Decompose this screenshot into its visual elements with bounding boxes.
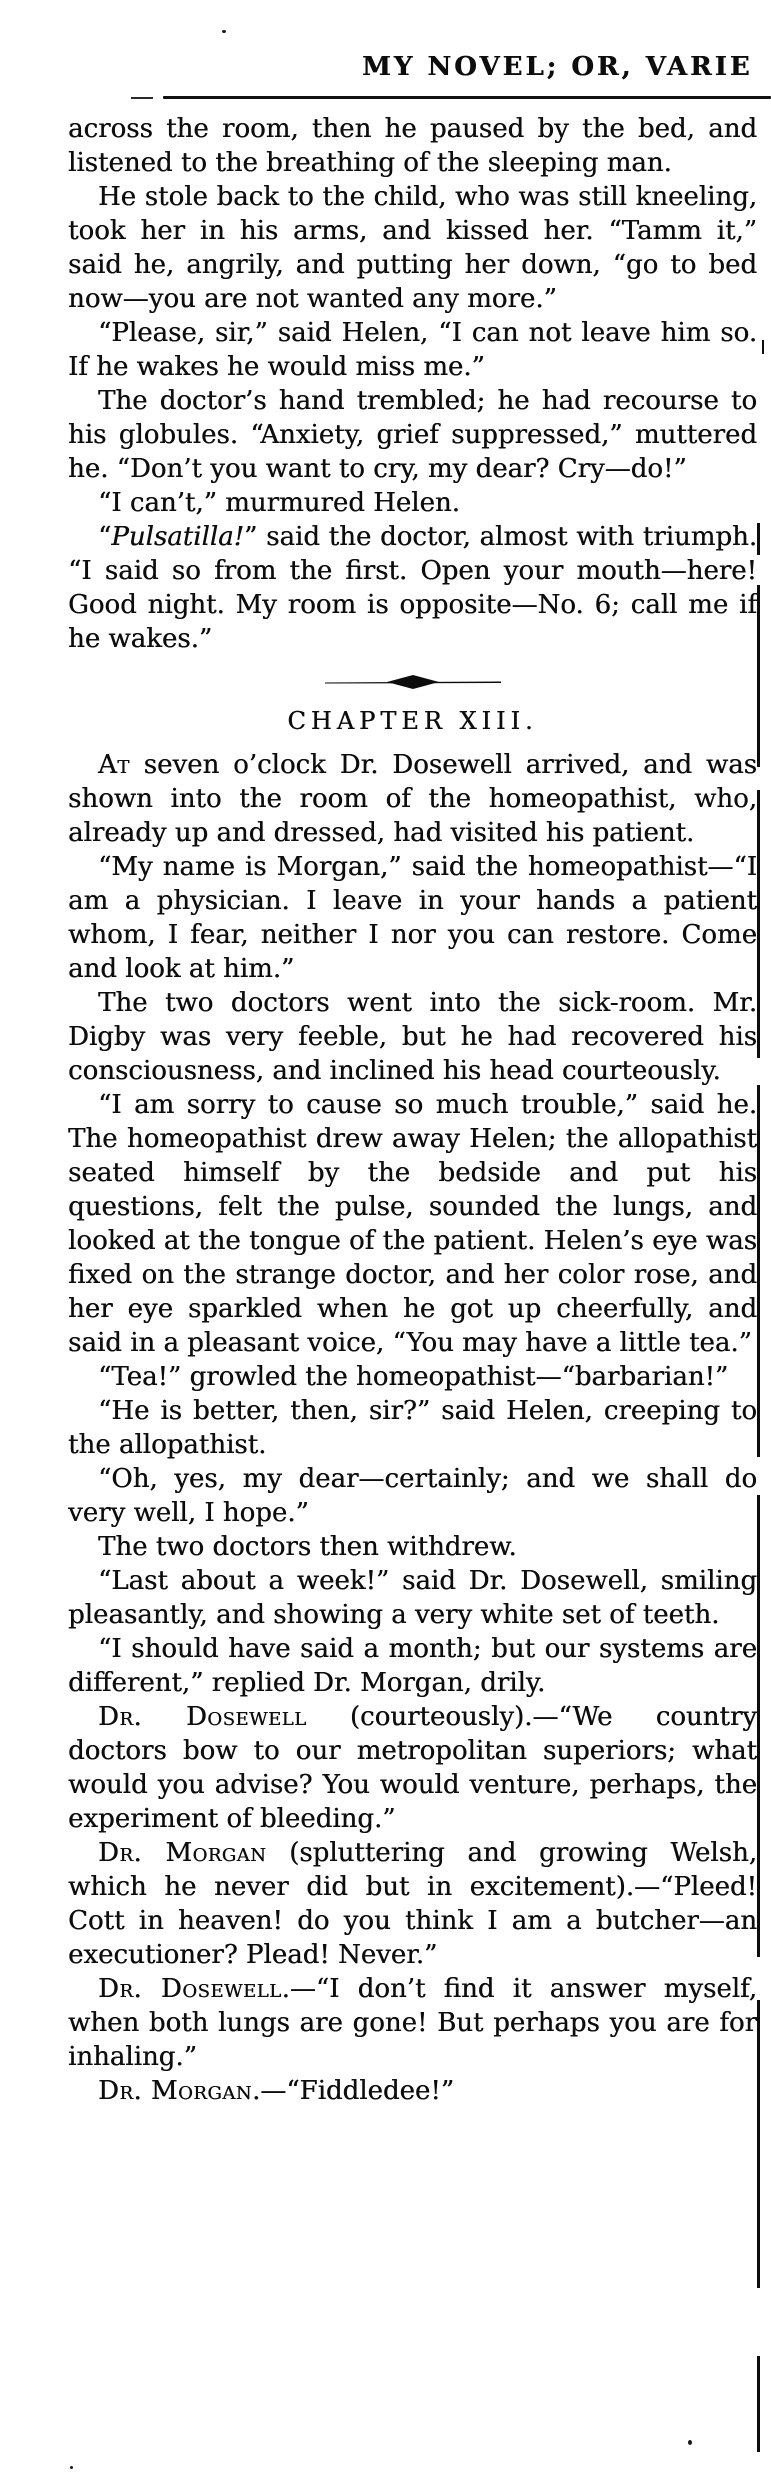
page-edge-rule-segment — [757, 790, 760, 1058]
running-head: MY NOVEL; OR, VARIE — [362, 52, 753, 82]
paragraph — [68, 2074, 757, 2108]
text-run: “Tea!” growled the homeopathist—“barbarian!” — [98, 1362, 729, 1392]
text-run: .—“Fiddledee!” — [252, 2076, 455, 2106]
chapter-heading: CHAPTER XIII. — [287, 707, 538, 735]
text-run: The two doctors then withdrew. — [98, 1532, 517, 1562]
paragraph — [68, 1360, 757, 1394]
text-run: across the room, then he paused by the bed, and listened to the breathing of the sleeping man. — [68, 114, 757, 178]
smallcaps-text-run: Dr. Dosewell — [98, 1702, 307, 1732]
section-divider — [68, 674, 757, 690]
paragraph — [68, 850, 757, 986]
scan-speck — [70, 2466, 73, 2469]
page-edge-rule-segment — [757, 523, 760, 555]
text-run: “My name is Morgan,” said the homeopathist—“I am a physician. I leave in your hands a patient whom, I fear, neither I nor you can restore. Come and look at him.” — [68, 852, 757, 984]
text-run: He stole back to the child, who was still kneeling, took her in his arms, and kissed her. “Tamm it,” said he, angrily, and putting her down, “go to bed now—you are not wanted any more.” — [68, 182, 757, 314]
paragraph — [68, 384, 757, 486]
divider-ornament-icon — [323, 674, 503, 690]
text-run: “Last about a week!” said Dr. Dosewell, smiling pleasantly, and showing a very white set of teeth. — [68, 1566, 757, 1630]
page-edge-rule-segment — [757, 2000, 760, 2288]
paragraph — [68, 1564, 757, 1632]
text-run: “I should have said a month; but our systems are different,” replied Dr. Morgan, drily. — [68, 1634, 757, 1698]
smallcaps-text-run: Dr. Morgan — [98, 1838, 267, 1868]
chapter-text-block — [68, 748, 757, 2108]
page-edge-rule-segment — [757, 2356, 760, 2452]
text-run: .—“I don’t find it answer myself, when both lungs are gone! But perhaps you are for inhaling.” — [68, 1974, 757, 2072]
paragraph — [68, 1632, 757, 1700]
paragraph — [68, 180, 757, 316]
paragraph — [68, 520, 757, 656]
text-run: “I am sorry to cause so much trouble,” said he. The homeopathist drew away Helen; the allopathist seated himself by the bedside and put his questions, felt the pulse, sounded the lungs, and looked at the tongue of the patient. Helen’s eye was fixed on the strange doctor, and her color rose, and her eye sparkled when he got up cheerfully, and said in a pleasant voice, “You may have a little tea.” — [68, 1090, 757, 1358]
paragraph — [68, 112, 757, 180]
text-run: seven o’clock Dr. Dosewell arrived, and was shown into the room of the homeopathist, who, already up and dressed, had visited his patient. — [68, 750, 757, 848]
scan-speck — [222, 30, 226, 33]
text-run: “I can’t,” murmured Helen. — [98, 488, 460, 518]
paragraph — [68, 1700, 757, 1836]
paragraph — [68, 1530, 757, 1564]
text-run: “Oh, yes, my dear—certainly; and we shall do very well, I hope.” — [68, 1464, 757, 1528]
smallcaps-text-run: At — [98, 750, 130, 780]
header-rule — [163, 96, 771, 99]
paragraph — [68, 1394, 757, 1462]
paragraph — [68, 316, 757, 384]
text-run: “ — [98, 522, 112, 552]
scan-speck — [688, 2440, 692, 2445]
paragraph — [68, 1088, 757, 1360]
paragraph — [68, 986, 757, 1088]
smallcaps-text-run: Dr. Morgan — [98, 2076, 252, 2106]
text-run: (courteously).—“We country doctors bow to our metropolitan superiors; what would you advise? You would venture, perhaps, the experiment of bleeding.” — [68, 1702, 757, 1834]
smallcaps-text-run: Dr. Dosewell — [98, 1974, 282, 2004]
text-run: “Please, sir,” said Helen, “I can not leave him so. If he wakes he would miss me.” — [68, 318, 757, 382]
page-edge-rule-segment — [757, 1085, 760, 1457]
intro-text-block — [68, 112, 757, 656]
page-edge-rule-segment — [757, 585, 760, 767]
page-edge-rule-segment — [757, 1495, 760, 1957]
text-run: ” said the doctor, almost with triumph. “I said so from the first. Open your mouth—here! Good night. My room is opposite—No. 6; call me if he wakes.” — [68, 522, 757, 654]
text-run: (spluttering and growing Welsh, which he never did but in excitement).—“Pleed! Cott in heaven! do you think I am a butcher—an executioner? Plead! Never.” — [68, 1838, 757, 1970]
paragraph — [68, 1972, 757, 2074]
text-column — [68, 112, 757, 2108]
page-edge-rule-segment — [762, 340, 764, 354]
paragraph — [68, 486, 757, 520]
paragraph — [68, 1462, 757, 1530]
text-run: “He is better, then, sir?” said Helen, creeping to the allopathist. — [68, 1396, 757, 1460]
paragraph — [68, 748, 757, 850]
text-run: The doctor’s hand trembled; he had recourse to his globules. “Anxiety, grief suppressed,” muttered he. “Don’t you want to cry, my dear? Cry—do!” — [68, 386, 757, 484]
italic-text-run: Pulsatilla! — [111, 522, 245, 552]
paragraph — [68, 1836, 757, 1972]
text-run: The two doctors went into the sick-room. Mr. Digby was very feeble, but he had recovered his consciousness, and inclined his head courteously. — [68, 988, 757, 1086]
